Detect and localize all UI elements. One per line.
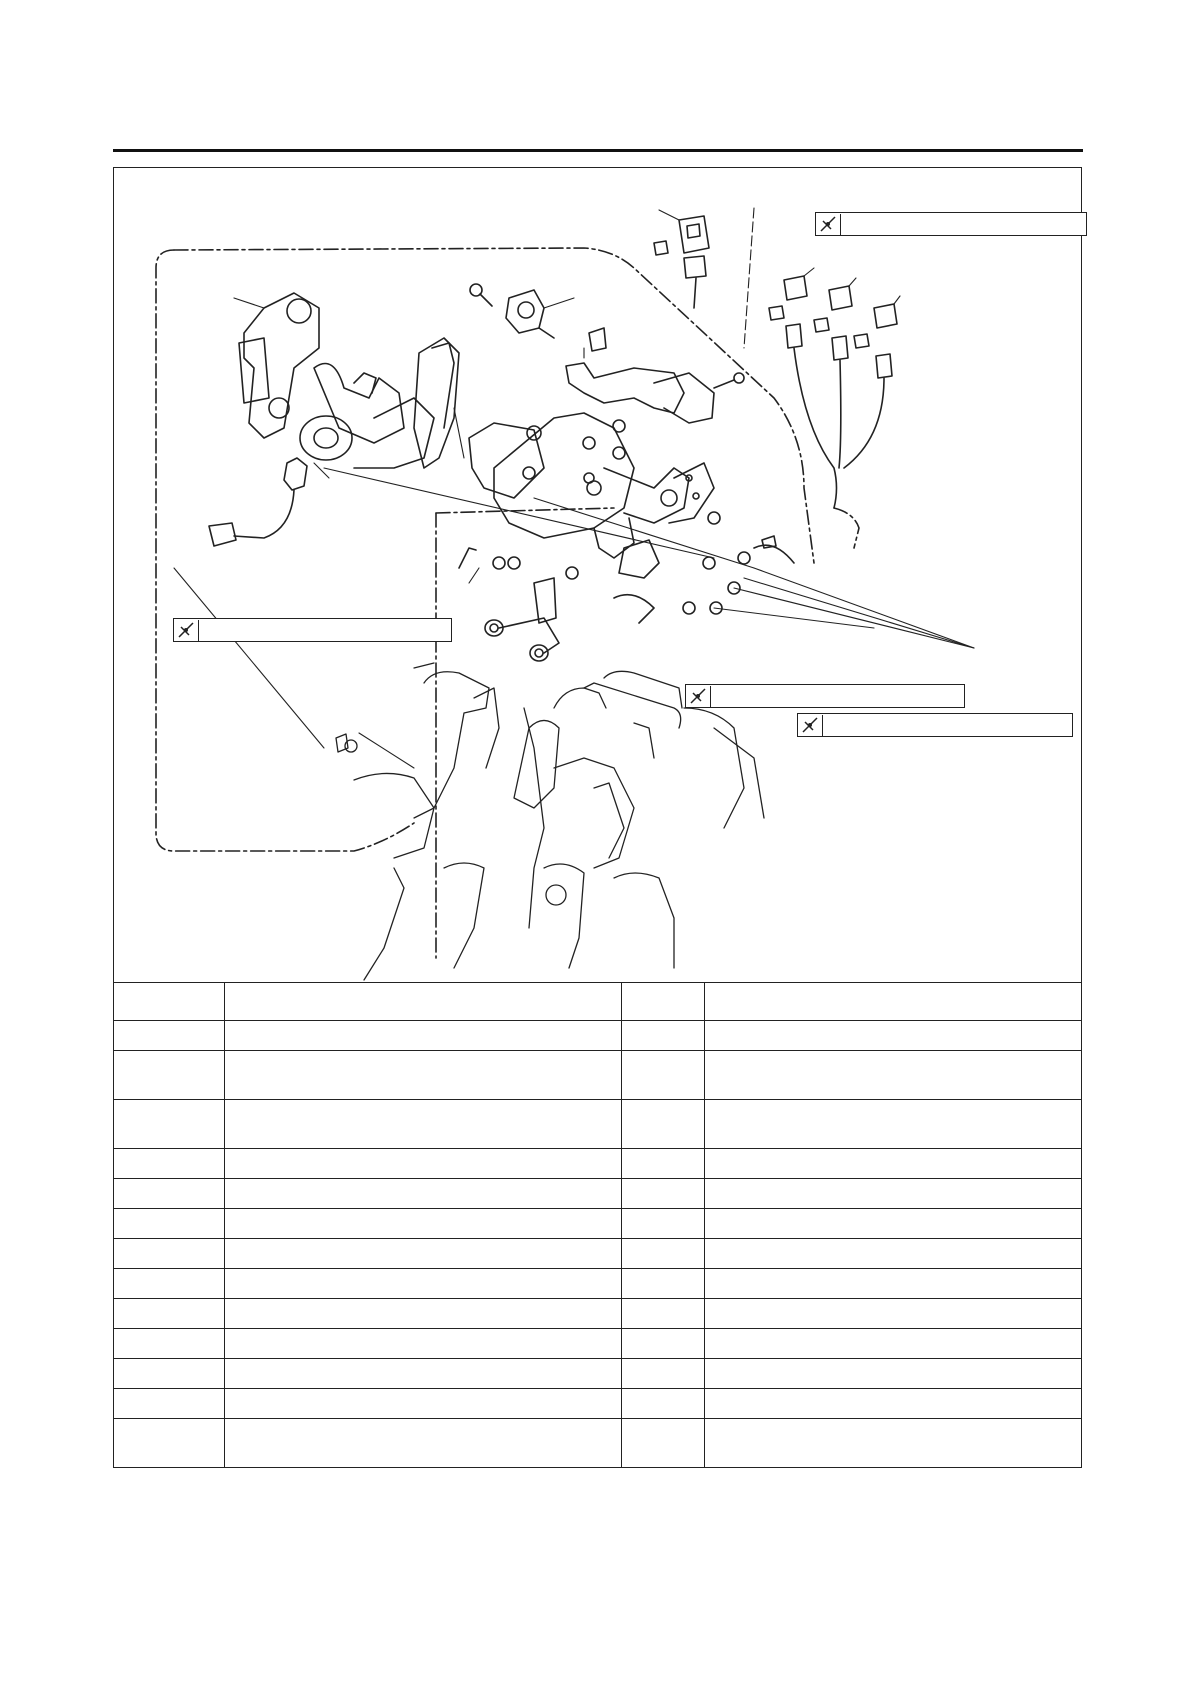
- wrench-torque-icon: [816, 214, 841, 235]
- remarks-cell: [704, 1021, 1081, 1051]
- qty-cell: [621, 1299, 704, 1329]
- order-cell: [114, 1389, 225, 1419]
- order-cell: [114, 1179, 225, 1209]
- qty-cell: [621, 1149, 704, 1179]
- nuts-and-dampers: [459, 447, 794, 661]
- job-part-cell: [225, 1299, 621, 1329]
- remarks-cell: [704, 1299, 1081, 1329]
- remarks-cell: [704, 1269, 1081, 1299]
- table-row: [114, 1239, 1082, 1269]
- remarks-cell: [704, 1419, 1081, 1468]
- remarks-cell: [704, 1209, 1081, 1239]
- header-rule: [113, 149, 1083, 152]
- qty-cell: [621, 1329, 704, 1359]
- torque-spec-box-left: [173, 618, 452, 642]
- upper-stay-bracket: [566, 328, 744, 432]
- qty-cell: [621, 1051, 704, 1100]
- order-cell: [114, 983, 225, 1021]
- torque-spec-box-top-right: [815, 212, 1087, 236]
- sensor-part: [470, 284, 554, 338]
- job-part-cell: [225, 1269, 621, 1299]
- torque-spec-box-middle: [685, 684, 965, 708]
- wrench-torque-icon: [798, 715, 823, 736]
- remarks-cell: [704, 983, 1081, 1021]
- vehicle-front-sketch: [336, 663, 764, 980]
- qty-cell: [621, 983, 704, 1021]
- order-cell: [114, 1419, 225, 1468]
- table-row: [114, 1209, 1082, 1239]
- job-part-cell: [225, 1149, 621, 1179]
- table-row: [114, 1269, 1082, 1299]
- order-cell: [114, 1149, 225, 1179]
- table-row: [114, 1389, 1082, 1419]
- job-part-cell: [225, 1179, 621, 1209]
- table-row: [114, 1419, 1082, 1468]
- exploded-view-diagram: [114, 168, 1081, 981]
- table-row: [114, 1179, 1082, 1209]
- order-cell: [114, 1269, 225, 1299]
- remarks-cell: [704, 1100, 1081, 1149]
- remarks-cell: [704, 1179, 1081, 1209]
- table-row: [114, 1051, 1082, 1100]
- table-row: [114, 1021, 1082, 1051]
- wrench-torque-icon: [686, 686, 711, 707]
- order-cell: [114, 1239, 225, 1269]
- qty-cell: [621, 1419, 704, 1468]
- table-row: [114, 1299, 1082, 1329]
- order-cell: [114, 1051, 225, 1100]
- remarks-cell: [704, 1149, 1081, 1179]
- remarks-cell: [704, 1329, 1081, 1359]
- job-part-cell: [225, 1419, 621, 1468]
- order-cell: [114, 1209, 225, 1239]
- torque-spec-box-bottom-right: [797, 713, 1073, 737]
- center-main-bracket: [469, 413, 714, 578]
- job-part-cell: [225, 1239, 621, 1269]
- job-part-cell: [225, 1329, 621, 1359]
- order-cell: [114, 1329, 225, 1359]
- qty-cell: [621, 1389, 704, 1419]
- job-part-cell: [225, 1209, 621, 1239]
- phantom-outline: [156, 250, 414, 851]
- remarks-cell: [704, 1239, 1081, 1269]
- table-row: [114, 983, 1082, 1021]
- order-cell: [114, 1299, 225, 1329]
- table-row: [114, 1329, 1082, 1359]
- job-part-cell: [225, 1051, 621, 1100]
- qty-cell: [621, 1209, 704, 1239]
- left-bracket-assembly: [239, 293, 459, 468]
- remarks-cell: [704, 1359, 1081, 1389]
- order-cell: [114, 1021, 225, 1051]
- left-wiring-lead: [209, 458, 307, 546]
- job-part-cell: [225, 1359, 621, 1389]
- job-part-cell: [225, 1021, 621, 1051]
- job-part-cell: [225, 1389, 621, 1419]
- table-row: [114, 1149, 1082, 1179]
- wrench-torque-icon: [174, 620, 199, 641]
- qty-cell: [621, 1269, 704, 1299]
- phantom-leader-2: [436, 508, 614, 513]
- parts-table: [113, 982, 1082, 1468]
- job-part-cell: [225, 983, 621, 1021]
- qty-cell: [621, 1100, 704, 1149]
- remarks-cell: [704, 1389, 1081, 1419]
- order-cell: [114, 1359, 225, 1389]
- table-row: [114, 1359, 1082, 1389]
- remarks-cell: [704, 1051, 1081, 1100]
- qty-cell: [621, 1179, 704, 1209]
- table-row: [114, 1100, 1082, 1149]
- job-part-cell: [225, 1100, 621, 1149]
- qty-cell: [621, 1239, 704, 1269]
- qty-cell: [621, 1359, 704, 1389]
- right-relays: [769, 276, 897, 548]
- order-cell: [114, 1100, 225, 1149]
- qty-cell: [621, 1021, 704, 1051]
